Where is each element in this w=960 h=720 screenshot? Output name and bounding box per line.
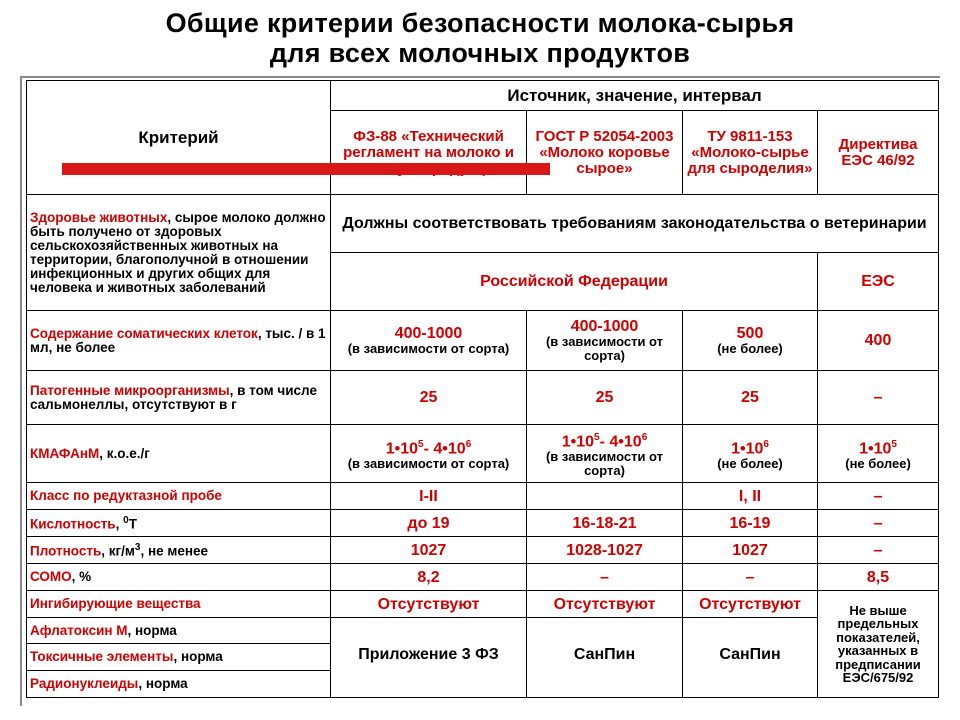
kmafanm-gost-b: - 4•10: [599, 433, 642, 451]
criterion-health: [27, 195, 331, 311]
somatic-tu-value: 500: [736, 325, 764, 342]
kmafanm-fz: [331, 425, 527, 483]
criterion-pathogen-label: Патогенные микроорганизмы: [30, 382, 230, 398]
reductase-fz: I-II: [331, 483, 527, 510]
criterion-health-desc: , сырое молоко должно быть получено от здоровых сельскохозяйственных животных на территории, благополучной в отношении инфекционных и других общих для человека и животных заболеваний: [30, 209, 326, 295]
kmafanm-fz-b: - 4•10: [423, 440, 466, 458]
kmafanm-fz-b-exp: 6: [465, 438, 472, 450]
criterion-inhibit-label: Ингибирующие вещества: [30, 596, 201, 611]
left-frame-line: [20, 76, 22, 706]
source-header: Источник, значение, интервал: [331, 81, 939, 111]
criterion-density-label: Плотность: [30, 543, 102, 559]
criterion-somo-label: СОМО: [30, 569, 72, 584]
somo-dir: 8,5: [818, 564, 939, 591]
criterion-density-unit: , кг/м: [101, 543, 135, 559]
somatic-gost-note: (в зависимости от сорта): [545, 334, 664, 363]
criterion-acidity: [27, 510, 331, 537]
criterion-kmafanm: [27, 425, 331, 483]
kmafanm-dir-note: (не более): [845, 456, 911, 472]
criterion-toxic-label: Токсичные элементы: [30, 649, 174, 664]
kmafanm-gost-a: 1•10: [561, 433, 595, 451]
criterion-aflatoxin: [27, 618, 331, 644]
pathogen-gost: 25: [527, 371, 683, 425]
criterion-reductase: [27, 483, 331, 510]
kmafanm-fz-note: (в зависимости от сорта): [347, 456, 510, 472]
aflatoxin-gost: [527, 618, 683, 644]
criterion-radio: [27, 671, 331, 698]
criterion-reductase-label: Класс по редуктазной пробе: [30, 488, 222, 503]
criterion-aflatoxin-norm: , норма: [127, 622, 177, 638]
criterion-acidity-label: Кислотность: [30, 516, 116, 532]
criterion-header: Критерий: [27, 81, 331, 195]
density-dir: –: [818, 537, 939, 564]
somatic-dir: 400: [818, 311, 939, 371]
criterion-kmafanm-unit: , к.о.е./г: [99, 445, 150, 461]
somo-tu: –: [683, 564, 818, 591]
criterion-toxic: [27, 644, 331, 671]
somo-fz: 8,2: [331, 564, 527, 591]
kmafanm-tu-a: 1•10: [731, 440, 764, 458]
somatic-tu-note: (не более): [717, 341, 783, 356]
kmafanm-fz-a: 1•10: [385, 440, 419, 458]
somo-gost: –: [527, 564, 683, 591]
criterion-acidity-sup: 0: [123, 515, 129, 527]
kmafanm-gost: [527, 425, 683, 483]
somatic-fz-note: (в зависимости от сорта): [347, 341, 510, 356]
criterion-somo-unit: , %: [71, 569, 92, 584]
source-gost: ГОСТ Р 52054-2003 «Молоко коровье сырое»: [527, 111, 683, 195]
acidity-tu: 16-19: [683, 510, 818, 537]
pathogen-fz: 25: [331, 371, 527, 425]
acidity-fz: до 19: [331, 510, 527, 537]
page-title-line-2: для всех молочных продуктов: [269, 38, 691, 68]
bottom-tu-sanpin: СанПин: [683, 644, 818, 698]
health-ees: ЕЭС: [818, 253, 939, 311]
criterion-radio-norm: , норма: [138, 676, 188, 691]
bottom-fz-appendix: Приложение 3 ФЗ: [331, 644, 527, 698]
criterion-density-sup: 3: [134, 542, 141, 554]
criterion-somo: [27, 564, 331, 591]
kmafanm-gost-note: (в зависимости от сорта): [545, 449, 664, 479]
criterion-aflatoxin-label: Афлатоксин М: [30, 622, 128, 638]
dir-limits-note: Не выше предельных показателей, указанных в предписании ЕЭС/675/92: [818, 591, 939, 698]
criterion-somatic: [27, 311, 331, 371]
criterion-inhibit: [27, 591, 331, 618]
source-tu: ТУ 9811-153 «Молоко-сырье для сыроделия»: [683, 111, 818, 195]
somatic-gost-value: 400-1000: [570, 318, 639, 335]
bottom-gost-sanpin: СанПин: [527, 644, 683, 698]
criterion-density-tail: , не менее: [140, 543, 209, 559]
acidity-dir: –: [818, 510, 939, 537]
red-highlight-bar: [62, 163, 550, 175]
reductase-dir: –: [818, 483, 939, 510]
reductase-tu: I, II: [683, 483, 818, 510]
density-tu: 1027: [683, 537, 818, 564]
health-rf: Российской Федерации: [331, 253, 818, 311]
criterion-health-label: Здоровье животных: [30, 209, 168, 225]
kmafanm-dir: [818, 425, 939, 483]
density-fz: 1027: [331, 537, 527, 564]
criterion-density: [27, 537, 331, 564]
reductase-gost: [527, 483, 683, 510]
kmafanm-tu-note: (не более): [717, 456, 783, 472]
density-gost: 1028-1027: [527, 537, 683, 564]
criterion-pathogen: [27, 371, 331, 425]
page-title-line-1: Общие критерии безопасности молока-сырья: [165, 8, 795, 38]
health-requirement: Должны соответствовать требованиям законодательства о ветеринарии: [331, 195, 939, 253]
source-directive: Директива ЕЭС 46/92: [818, 111, 939, 195]
inhibit-tu: Отсутствуют: [683, 591, 818, 618]
kmafanm-dir-a: 1•10: [859, 440, 892, 458]
inhibit-fz: Отсутствуют: [331, 591, 527, 618]
kmafanm-gost-b-exp: 6: [641, 431, 648, 443]
somatic-tu: [683, 311, 818, 371]
somatic-gost: [527, 311, 683, 371]
criterion-radio-label: Радионуклеиды: [30, 676, 139, 691]
criterion-somatic-label: Содержание соматических клеток: [30, 325, 258, 341]
kmafanm-gost-a-exp: 5: [594, 431, 600, 443]
top-frame-line: [20, 76, 940, 78]
criterion-toxic-norm: , норма: [173, 649, 223, 664]
kmafanm-dir-a-exp: 5: [891, 438, 897, 450]
somatic-fz-value: 400-1000: [394, 325, 463, 342]
kmafanm-tu: [683, 425, 818, 483]
criterion-pathogen-desc: , в том числе сальмонеллы, отсутствуют в г: [30, 382, 317, 412]
aflatoxin-tu: [683, 618, 818, 644]
acidity-gost: 16-18-21: [527, 510, 683, 537]
somatic-fz: [331, 311, 527, 371]
kmafanm-tu-a-exp: 6: [763, 438, 769, 450]
source-fz88: ФЗ-88 «Технический регламент на молоко и: [331, 111, 527, 195]
criterion-somatic-unit: , тыс. / в 1 мл, не более: [30, 325, 326, 355]
kmafanm-fz-a-exp: 5: [418, 438, 424, 450]
criterion-acidity-sep: ,: [115, 516, 124, 532]
inhibit-gost: Отсутствуют: [527, 591, 683, 618]
pathogen-dir: –: [818, 371, 939, 425]
aflatoxin-fz: [331, 618, 527, 644]
criterion-kmafanm-label: КМАФАнМ: [30, 445, 100, 461]
criterion-acidity-unit: Т: [128, 516, 137, 532]
pathogen-tu: 25: [683, 371, 818, 425]
